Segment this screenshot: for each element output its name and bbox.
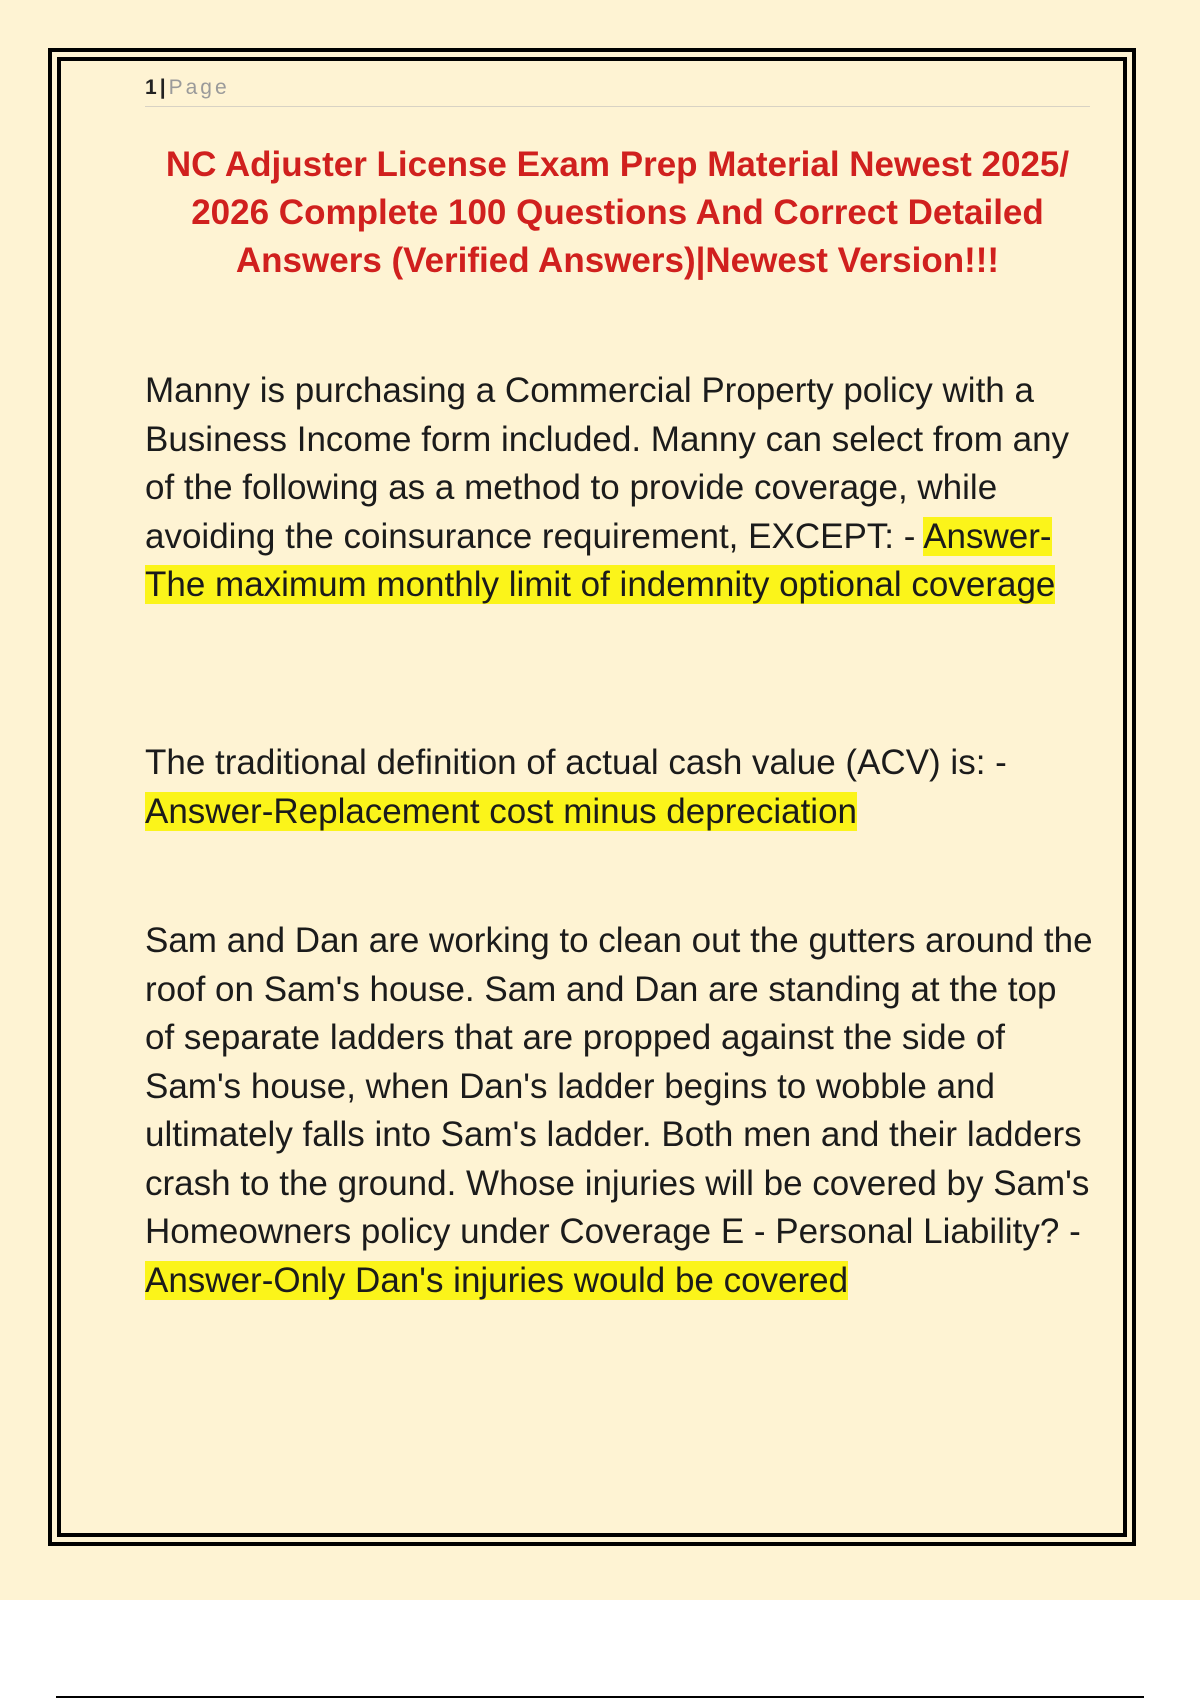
page-number: 1 xyxy=(145,76,157,99)
question-block-3 xyxy=(145,917,1095,1305)
answer-text: Answer-Replacement cost minus depreciation xyxy=(145,791,857,831)
question-text: Sam and Dan are working to clean out the gutters around the roof on Sam's house. Sam and Dan are standing at the top of separate ladders that are propped against the side of Sam's house, when Dan's ladder begins to wobble and ultimately falls into Sam's ladder. Both men and their ladders crash to the ground. Whose injuries will be covered by Sam's Homeowners policy under Coverage E - Personal Liability? - xyxy=(145,921,1093,1251)
footer-divider xyxy=(56,1696,1144,1698)
page-separator: | xyxy=(159,76,166,99)
document-title: NC Adjuster License Exam Prep Material Newest 2025/ 2026 Complete 100 Questions And Correct Detailed Answers (Verified Answers)|Newest Version!!! xyxy=(165,145,1070,280)
answer-text: Answer-Only Dan's injuries would be covered xyxy=(145,1260,849,1300)
question-block-1 xyxy=(145,367,1095,610)
question-text: Manny is purchasing a Commercial Property policy with a Business Income form included. Manny can select from any of the following as a method to provide coverage, while avoiding the coinsurance requirement, EXCEPT: - xyxy=(145,371,1070,556)
answer-text: Answer-The maximum monthly limit of indemnity optional coverage xyxy=(145,516,1056,604)
question-block-2 xyxy=(145,739,1095,836)
page-label: Page xyxy=(168,76,230,99)
question-text: The traditional definition of actual cash value (ACV) is: - xyxy=(145,743,1007,782)
page-header xyxy=(145,74,1090,107)
